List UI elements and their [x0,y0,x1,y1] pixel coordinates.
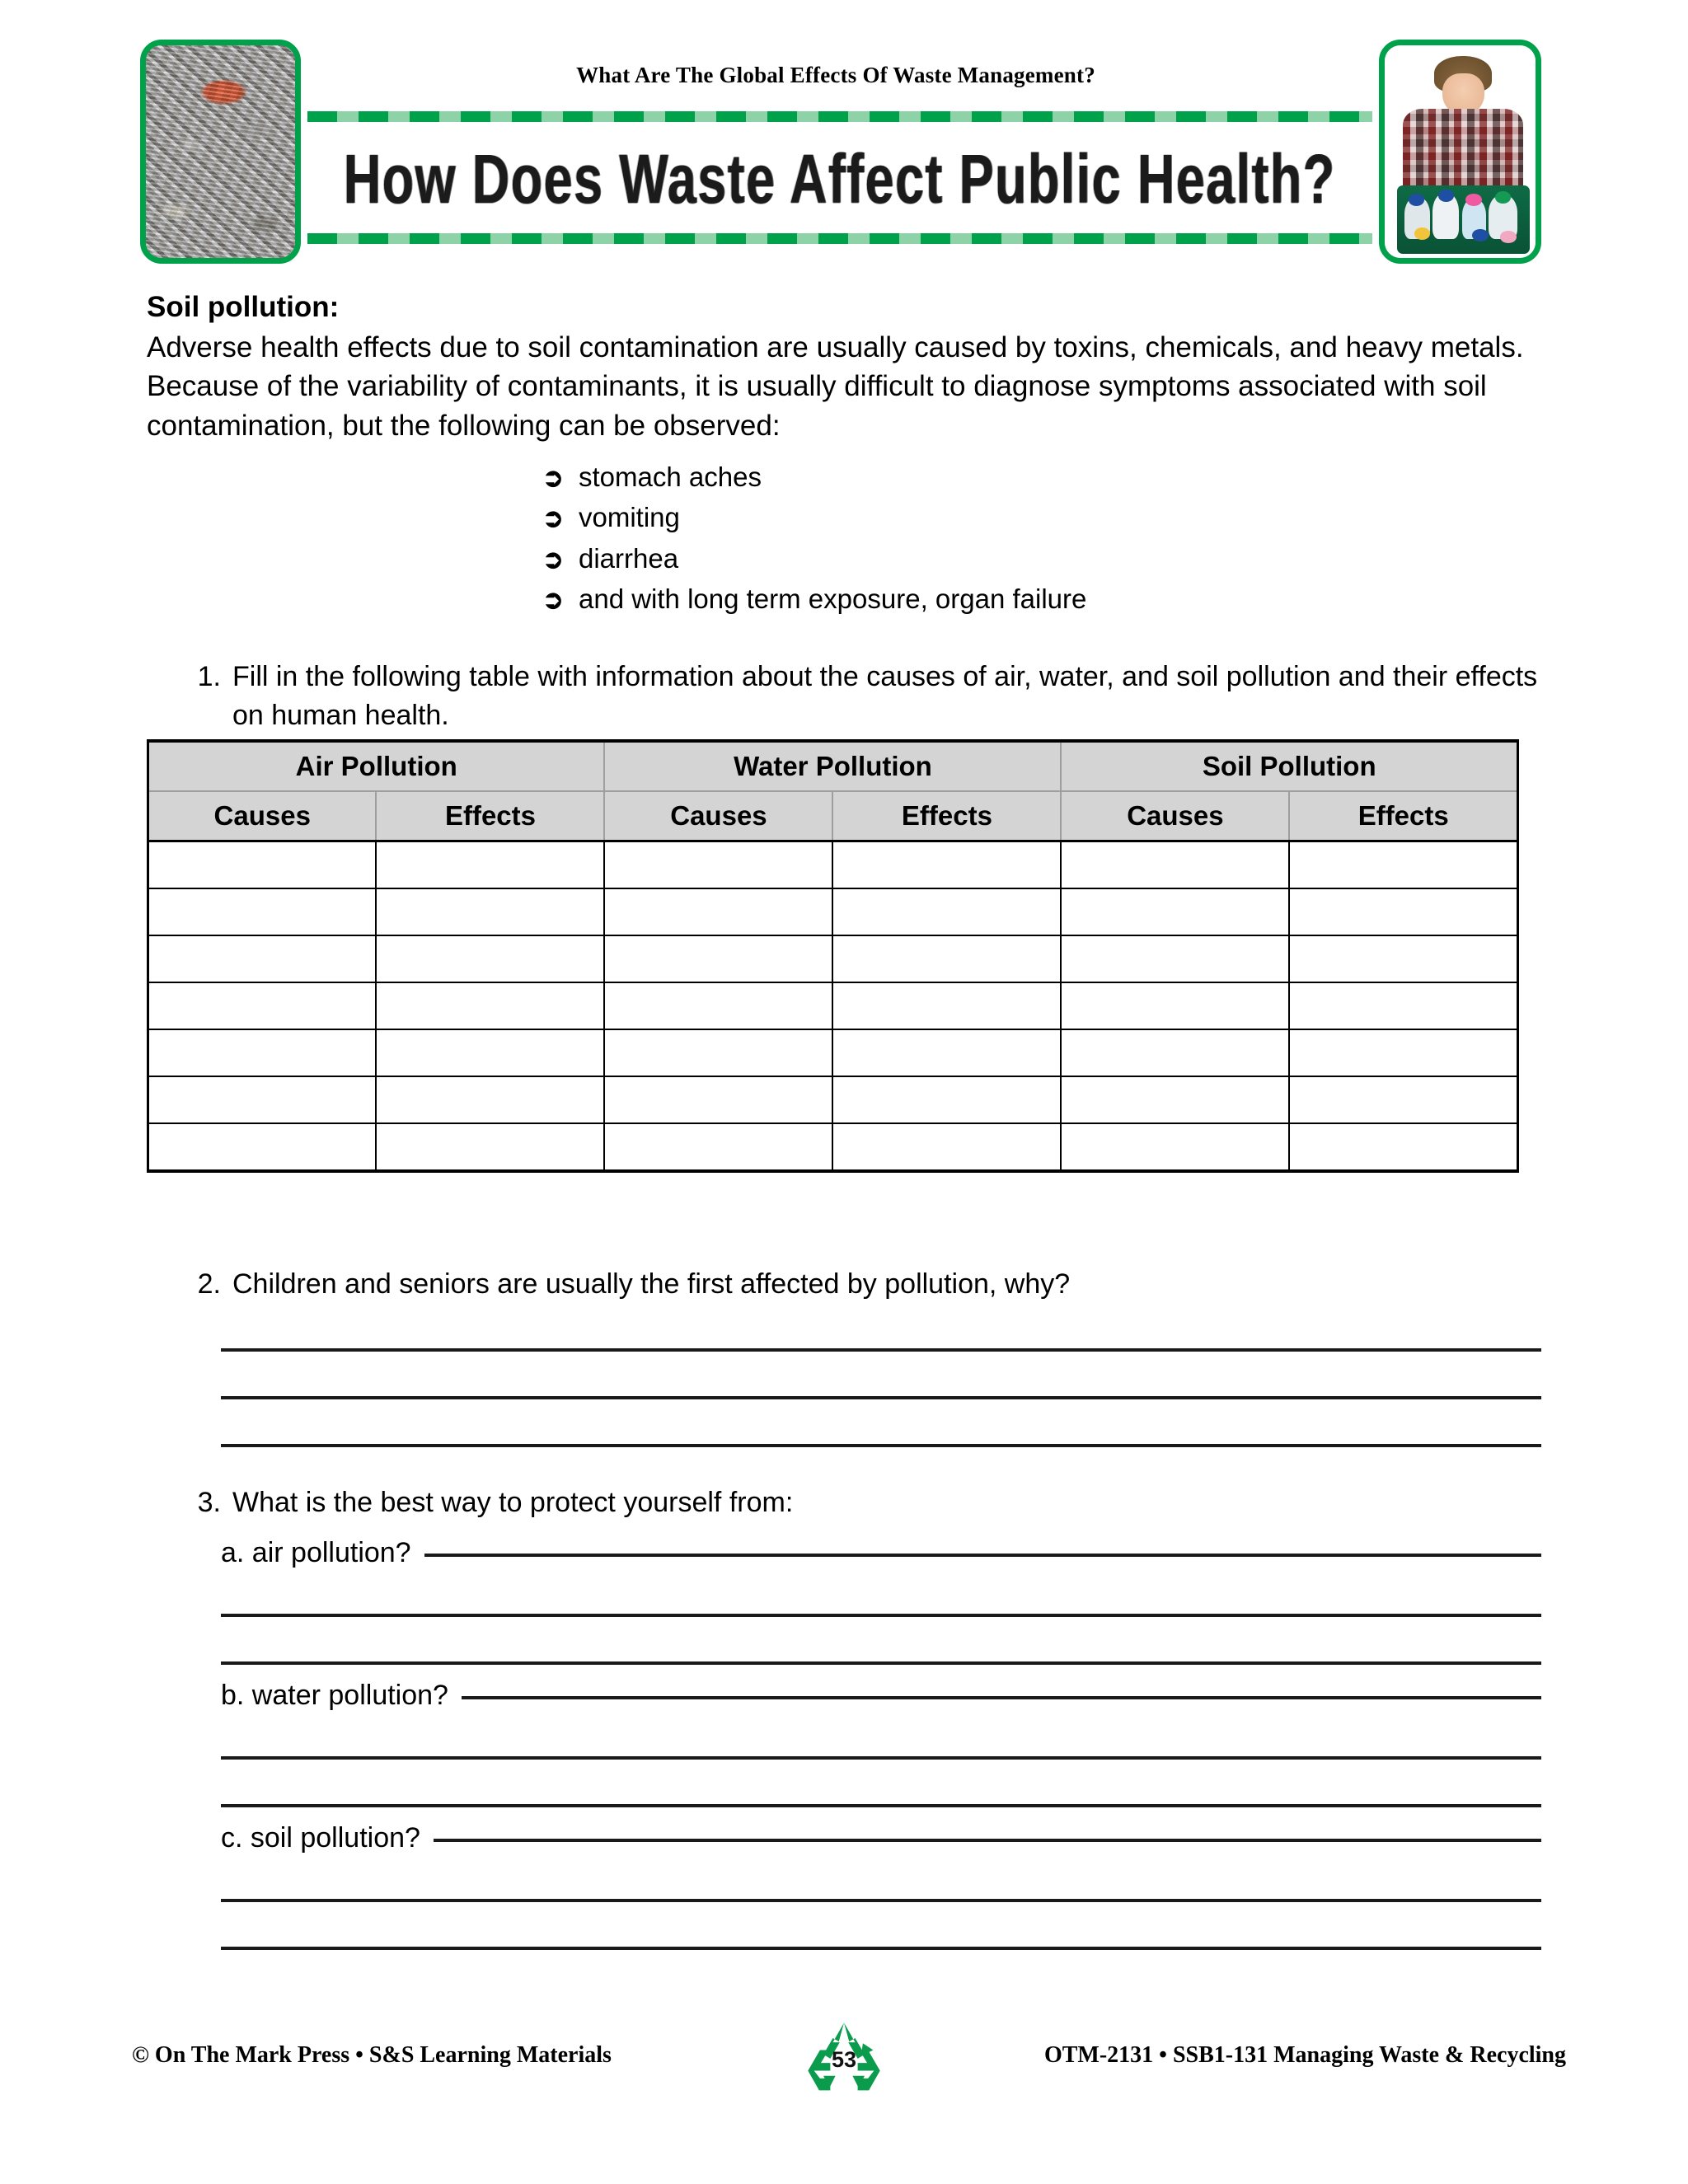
table-sub-header-row [148,791,1518,841]
table-cell[interactable] [148,982,377,1029]
footer-product-code: OTM-2131 • SSB1-131 Managing Waste & Recycling [1043,2042,1566,2068]
table-cell[interactable] [832,888,1061,935]
page-title-wrap [307,129,1372,227]
table-cell[interactable] [604,1123,832,1171]
table-cell[interactable] [1289,1029,1517,1076]
recycling-boy-image [1385,45,1536,258]
group-header-air: Air Pollution [148,741,605,791]
sub-header-water-causes: Causes [604,791,832,841]
answer-line[interactable] [424,1554,1541,1557]
list-item [147,538,1540,579]
answer-line[interactable] [221,1804,1541,1807]
arrow-bullet-icon: ➲ [542,544,564,574]
table-cell[interactable] [1289,1123,1517,1171]
sub-header-soil-effects: Effects [1289,791,1517,841]
question-3b-block [221,1680,1541,1807]
table-cell[interactable] [1061,841,1289,889]
table-row [148,1076,1518,1123]
table-cell[interactable] [604,1076,832,1123]
answer-line[interactable] [221,1947,1541,1950]
pollution-table [147,739,1519,1173]
bottle-cap [1472,229,1488,241]
table-cell[interactable] [604,982,832,1029]
question-1-text: Fill in the following table with information about the causes of air, water, and soil pollution and their effects on human health. [232,660,1538,731]
list-item [147,497,1540,538]
question-3a-answer-area [221,1614,1541,1665]
table-row [148,982,1518,1029]
table-cell[interactable] [376,982,604,1029]
question-2-block [181,1265,1541,1447]
answer-line[interactable] [434,1839,1541,1842]
dashed-stripe-bottom [307,233,1372,244]
answer-line[interactable] [221,1899,1541,1902]
symptom-label: vomiting [579,502,680,533]
pollution-table-body [148,841,1518,1172]
scrap-metal-image [146,45,295,258]
bottle-cap [1495,191,1511,204]
group-header-soil: Soil Pollution [1061,741,1517,791]
table-cell[interactable] [1061,1123,1289,1171]
table-cell[interactable] [604,888,832,935]
bottle-cap [1438,190,1454,202]
symptom-label: stomach aches [579,461,762,492]
recycle-icon [801,2018,887,2103]
table-cell[interactable] [832,841,1061,889]
question-3b-answer-area [221,1756,1541,1807]
bottle-cap [1500,231,1516,243]
sub-header-soil-causes: Causes [1061,791,1289,841]
table-cell[interactable] [832,1029,1061,1076]
symptom-label: and with long term exposure, organ failure [579,583,1087,615]
arrow-bullet-icon: ➲ [542,504,564,533]
answer-line[interactable] [221,1444,1541,1447]
running-head: What Are The Global Effects Of Waste Management? [576,63,1095,87]
sub-question-b-label: b. water pollution? [221,1679,448,1711]
table-row [148,1029,1518,1076]
table-cell[interactable] [604,935,832,982]
sub-question-c-label: c. soil pollution? [221,1821,420,1854]
question-3c-block [221,1822,1541,1950]
arrow-bullet-icon: ➲ [542,585,564,615]
bottle-cap [1465,194,1481,206]
table-row [148,888,1518,935]
table-cell[interactable] [832,1076,1061,1123]
question-2-text: Children and seniors are usually the first affected by pollution, why? [232,1268,1071,1300]
list-item [147,579,1540,620]
question-3-block [181,1483,1541,1950]
answer-line[interactable] [221,1396,1541,1399]
arrow-bullet-icon: ➲ [542,462,564,492]
list-item [147,457,1540,498]
page-number: 53 [831,2046,857,2072]
group-header-water: Water Pollution [604,741,1061,791]
table-cell[interactable] [148,888,377,935]
footer-copyright: © On The Mark Press • S&S Learning Materials [132,2042,612,2068]
table-cell[interactable] [1289,888,1517,935]
table-row [148,841,1518,889]
question-1 [181,658,1540,735]
sub-header-air-effects: Effects [376,791,604,841]
table-cell[interactable] [1061,888,1289,935]
header-center [307,40,1372,264]
question-3-text: What is the best way to protect yourself from: [232,1487,794,1518]
table-cell[interactable] [1289,982,1517,1029]
recycling-boy-photo [1379,40,1541,264]
sub-question-b [221,1680,1541,1712]
sub-question-a [221,1537,1541,1569]
page-header [140,40,1541,264]
table-cell[interactable] [604,841,832,889]
intro-paragraph: Adverse health effects due to soil contamination are usually caused by toxins, chemicals, and heavy metals. Because of the variability of contaminants, it is usually difficult to diagnose symptoms associated with soil contamination, but the following can be observed: [147,331,1524,442]
table-cell[interactable] [1061,1029,1289,1076]
section-heading: Soil pollution: [147,291,340,323]
question-2-number: 2. [197,1268,221,1300]
main-content [147,288,1540,735]
table-cell[interactable] [1061,935,1289,982]
question-3c-answer-area [221,1899,1541,1950]
symptom-list [147,457,1540,620]
symptom-label: diarrhea [579,542,679,574]
page-footer [115,2036,1573,2085]
page-title: How Does Waste Affect Public Health? [344,138,1336,218]
table-row [148,1123,1518,1171]
table-cell[interactable] [148,1123,377,1171]
green-recycling-bin [1397,185,1530,254]
sub-question-c [221,1822,1541,1854]
table-cell[interactable] [148,935,377,982]
table-cell[interactable] [376,1076,604,1123]
question-2-answer-area [221,1348,1541,1447]
table-cell[interactable] [148,841,377,889]
question-3 [181,1483,1541,1522]
table-cell[interactable] [376,1123,604,1171]
answer-line[interactable] [221,1614,1541,1617]
table-cell[interactable] [376,935,604,982]
table-cell[interactable] [1061,982,1289,1029]
question-3a-block [221,1537,1541,1665]
table-cell[interactable] [832,935,1061,982]
sub-header-water-effects: Effects [832,791,1061,841]
sub-header-air-causes: Causes [148,791,377,841]
table-cell[interactable] [1061,1076,1289,1123]
table-cell[interactable] [1289,1076,1517,1123]
answer-line[interactable] [462,1696,1541,1699]
table-cell[interactable] [832,1123,1061,1171]
scrap-metal-photo [140,40,301,264]
table-cell[interactable] [376,1029,604,1076]
table-cell[interactable] [604,1029,832,1076]
answer-line[interactable] [221,1348,1541,1352]
pollution-table-wrap [147,739,1519,1173]
bottle-cap [1414,227,1430,240]
table-cell[interactable] [376,841,604,889]
sub-question-a-label: a. air pollution? [221,1536,411,1568]
table-cell[interactable] [1289,935,1517,982]
table-group-header-row [148,741,1518,791]
table-cell[interactable] [148,1076,377,1123]
dashed-stripe-top [307,111,1372,122]
table-row [148,935,1518,982]
table-cell[interactable] [832,982,1061,1029]
table-cell[interactable] [148,1029,377,1076]
table-cell[interactable] [376,888,604,935]
question-1-number: 1. [197,660,221,692]
answer-line[interactable] [221,1756,1541,1760]
answer-line[interactable] [221,1661,1541,1665]
question-2 [181,1265,1541,1304]
table-cell[interactable] [1289,841,1517,889]
question-3-number: 3. [197,1487,221,1518]
